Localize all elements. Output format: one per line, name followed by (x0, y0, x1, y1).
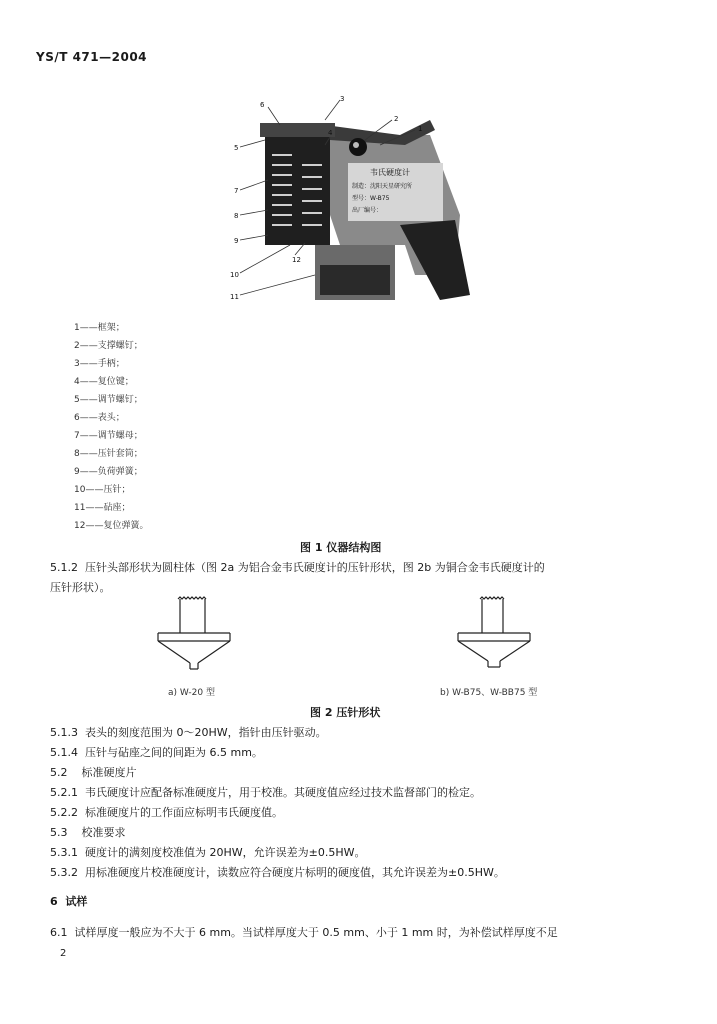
callout-1: 1 (418, 125, 423, 133)
clause-number: 5.2 (50, 766, 68, 779)
clause-text: 韦氏硬度计应配备标准硬度片，用于校准。其硬度值应经过技术监督部门的检定。 (85, 786, 481, 799)
clause (50, 724, 327, 740)
clause (50, 784, 481, 800)
legend-item: 12——复位弹簧。 (74, 521, 149, 531)
legend-item: 11——砧座； (74, 503, 131, 513)
clause-number: 5.3.1 (50, 846, 78, 859)
legend-item: 5——调节螺钉； (74, 395, 143, 405)
indenter-shape-a (150, 595, 250, 675)
section-number: 6 (50, 895, 58, 908)
callout-8: 8 (234, 212, 239, 220)
clause-number: 5.2.1 (50, 786, 78, 799)
clause-text: 标准硬度片的工作面应标明韦氏硬度值。 (85, 806, 283, 819)
clause (50, 764, 137, 780)
callout-6-top: 6 (260, 101, 265, 109)
legend-item: 4——复位键； (74, 377, 134, 387)
callout-4: 4 (328, 129, 333, 137)
clause-5-1-2-continuation: 压针形状）。 (50, 581, 111, 594)
clause-number: 6.1 (50, 926, 68, 939)
clause-text: 压针头部形状为圆柱体（图 2a 为铝合金韦氏硬度计的压针形状，图 2b 为铜合金韦氏硬度计的 (85, 561, 545, 574)
clause-text: 标准硬度片 (81, 766, 137, 779)
clause (50, 804, 283, 820)
clause-number: 5.3.2 (50, 866, 78, 879)
clause-text: 硬度计的满刻度校准值为 20HW，允许误差为±0.5HW。 (85, 846, 366, 859)
legend-item: 6——表头； (74, 413, 125, 423)
clause-6-1 (50, 924, 558, 940)
figure2b-label: b) W-B75、W-BB75 型 (440, 688, 538, 698)
clause-text: 用标准硬度片校准硬度计，读数应符合硬度片标明的硬度值，其允许误差为±0.5HW。 (85, 866, 505, 879)
nameplate-maker: 制造：沈阳天星研究所 (352, 183, 413, 190)
legend-item: 9——负荷弹簧； (74, 467, 143, 477)
clause (50, 864, 505, 880)
callout-12: 12 (292, 256, 301, 264)
clause-number: 5.1.4 (50, 746, 78, 759)
clause-text: 试样厚度一般应为不大于 6 mm。当试样厚度大于 0.5 mm、小于 1 mm 时，为补偿试样厚度不足 (74, 926, 558, 939)
figure2-caption: 图 2 压针形状 (310, 706, 381, 719)
clause-text: 校准要求 (81, 826, 126, 839)
page-number: 2 (60, 948, 67, 959)
clause-number: 5.1.2 (50, 561, 78, 574)
callout-2: 2 (394, 115, 399, 123)
clause (50, 844, 366, 860)
legend-item: 2——支撑螺钉； (74, 341, 143, 351)
indenter-shape-b (450, 595, 550, 675)
clause-number: 5.1.3 (50, 726, 78, 739)
nameplate-model: 型号：W-B75 (352, 195, 390, 202)
standard-number: YS/T 471—2004 (36, 50, 148, 64)
legend-item: 1——框架； (74, 323, 125, 333)
callout-3: 3 (340, 95, 345, 103)
nameplate-title: 韦氏硬度计 (370, 168, 410, 177)
clause-number: 5.2.2 (50, 806, 78, 819)
nameplate-serial: 出厂编号： (352, 207, 383, 214)
figure1-caption: 图 1 仪器结构图 (300, 541, 382, 554)
legend-item: 7——调节螺母； (74, 431, 143, 441)
section-6-heading (50, 893, 87, 909)
legend-item: 8——压针套筒； (74, 449, 143, 459)
callout-9: 9 (234, 237, 239, 245)
clause (50, 744, 263, 760)
clause (50, 824, 126, 840)
figure2a-label: a) W-20 型 (168, 688, 215, 698)
clause-5-1-2 (50, 559, 545, 575)
callout-5: 5 (234, 144, 239, 152)
clause-number: 5.3 (50, 826, 68, 839)
section-title: 试样 (65, 895, 88, 908)
callout-7: 7 (234, 187, 239, 195)
instrument-photo (230, 95, 470, 310)
clause-text: 压针与砧座之间的间距为 6.5 mm。 (85, 746, 263, 759)
legend-item: 3——手柄； (74, 359, 125, 369)
legend-item: 10——压针； (74, 485, 131, 495)
clause-text: 表头的刻度范围为 0～20HW，指针由压针驱动。 (85, 726, 327, 739)
callout-11: 11 (230, 293, 239, 301)
callout-10: 10 (230, 271, 239, 279)
